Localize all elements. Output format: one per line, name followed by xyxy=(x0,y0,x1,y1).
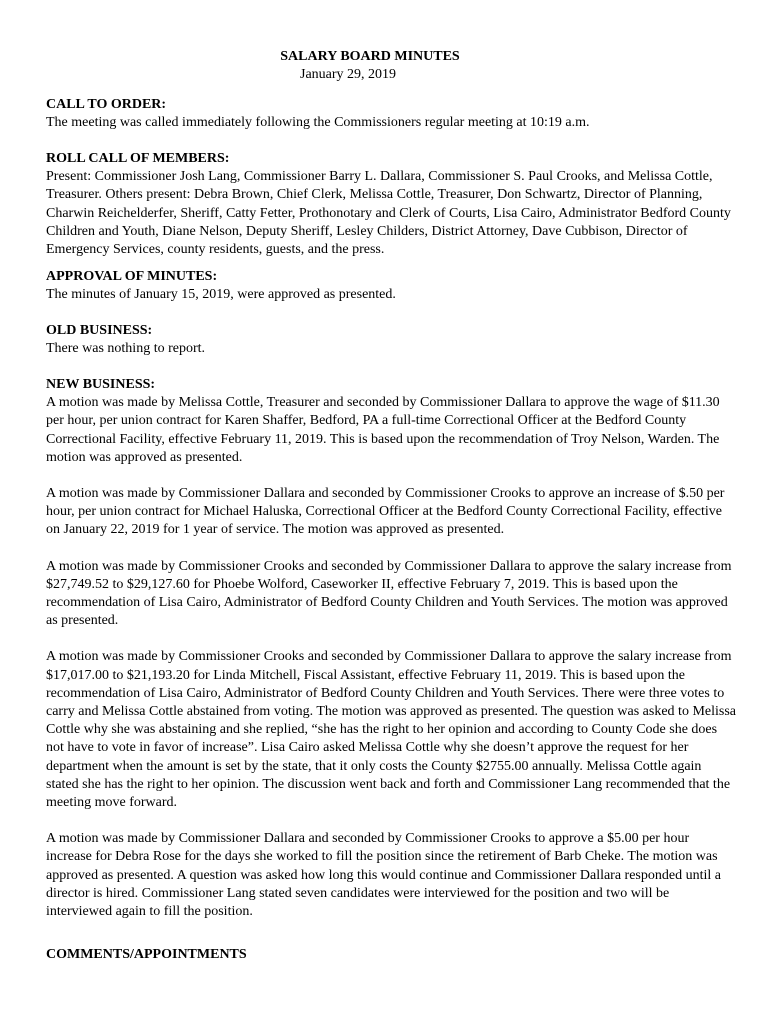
roll-call-heading: ROLL CALL OF MEMBERS: xyxy=(46,151,230,166)
approval-section xyxy=(46,268,736,304)
old-business-heading: OLD BUSINESS: xyxy=(46,323,153,338)
roll-call-section xyxy=(46,150,736,259)
old-business-text: There was nothing to report. xyxy=(46,341,206,357)
approval-heading: APPROVAL OF MINUTES: xyxy=(46,269,218,284)
call-to-order-text: The meeting was called immediately following the Commissioners regular meeting at 10:19 a.m. xyxy=(46,115,590,131)
comments-heading: COMMENTS/APPOINTMENTS xyxy=(46,947,247,962)
call-to-order-heading: CALL TO ORDER: xyxy=(46,97,167,112)
call-to-order-section xyxy=(46,96,736,132)
approval-text: The minutes of January 15, 2019, were approved as presented. xyxy=(46,287,396,303)
new-business-paragraph-5: A motion was made by Commissioner Dallara and seconded by Commissioner Crooks to approve a $5.00 per hour increase for Debra Rose for the days she worked to fill the position since the retirement of Barb Cheke. The motion was approved as presented. A question was asked how long this would continue and Commissioner Dallara responded until a director is hired. Commissioner Lang stated seven candidates were interviewed for the position and two will be interviewed again to fill the position. xyxy=(46,831,721,920)
new-business-paragraph-1: A motion was made by Melissa Cottle, Treasurer and seconded by Commissioner Dallara to approve the wage of $11.30 per hour, per union contract for Karen Shaffer, Bedford, PA a full-time Correctional Officer at the Bedford County Correctional Facility, effective February 11, 2019. This is based upon the recommendation of Troy Nelson, Warden. The motion was approved as presented. xyxy=(46,395,720,465)
document-title: SALARY BOARD MINUTES xyxy=(280,49,460,64)
new-business-section xyxy=(46,376,736,921)
comments-section xyxy=(46,946,736,964)
old-business-section xyxy=(46,322,736,358)
new-business-paragraph-3: A motion was made by Commissioner Crooks and seconded by Commissioner Dallara to approve the salary increase from $27,749.52 to $29,127.60 for Phoebe Wolford, Caseworker II, effective February 7, 2019. This is based upon the recommendation of Lisa Cairo, Administrator of Bedford County Children and Youth Services. The motion was approved as presented. xyxy=(46,558,732,629)
roll-call-text: Present: Commissioner Josh Lang, Commissioner Barry L. Dallara, Commissioner S. Paul Crooks, and Melissa Cottle, Treasurer. Others present: Debra Brown, Chief Clerk, Melissa Cottle, Treasurer, Don Schwartz, Director of Planning, Charwin Reichelderfer, Sheriff, Catty Fetter, Prothonotary and Clerk of Courts, Lisa Cairo, Administrator Bedford County Children and Youth, Diane Nelson, Deputy Sheriff, Lesley Childers, District Attorney, Dave Cubbison, Director of Emergency Services, county residents, guests, and the press. xyxy=(46,169,731,258)
new-business-paragraph-4: A motion was made by Commissioner Crooks and seconded by Commissioner Dallara to approve the salary increase from $17,017.00 to $21,193.20 for Linda Mitchell, Fiscal Assistant, effective February 11, 2019. This is based upon the recommendation of Lisa Cairo, Administrator of Bedford County Children and Youth Services. There were three votes to carry and Melissa Cottle abstained from voting. The motion was approved as presented. The question was asked to Melissa Cottle why she was abstaining and she replied, “she has the right to her opinion and according to County Code she does not have to vote in favor of increase”. Lisa Cairo asked Melissa Cottle why she doesn’t approve the request for her department when the amount is set by the state, that it only costs the County $2755.00 annually. Melissa Cottle again stated she has the right to her opinion. The discussion went back and forth and Commissioner Lang recommended that the meeting move forward. xyxy=(46,649,736,811)
document-date: January 29, 2019 xyxy=(300,67,397,82)
new-business-paragraph-2: A motion was made by Commissioner Dallara and seconded by Commissioner Crooks to approve an increase of $.50 per hour, per union contract for Michael Haluska, Correctional Officer at the Bedford County Correctional Facility, effective on January 22, 2019 for 1 year of service. The motion was approved as presented. xyxy=(46,486,725,538)
new-business-heading: NEW BUSINESS: xyxy=(46,377,156,392)
